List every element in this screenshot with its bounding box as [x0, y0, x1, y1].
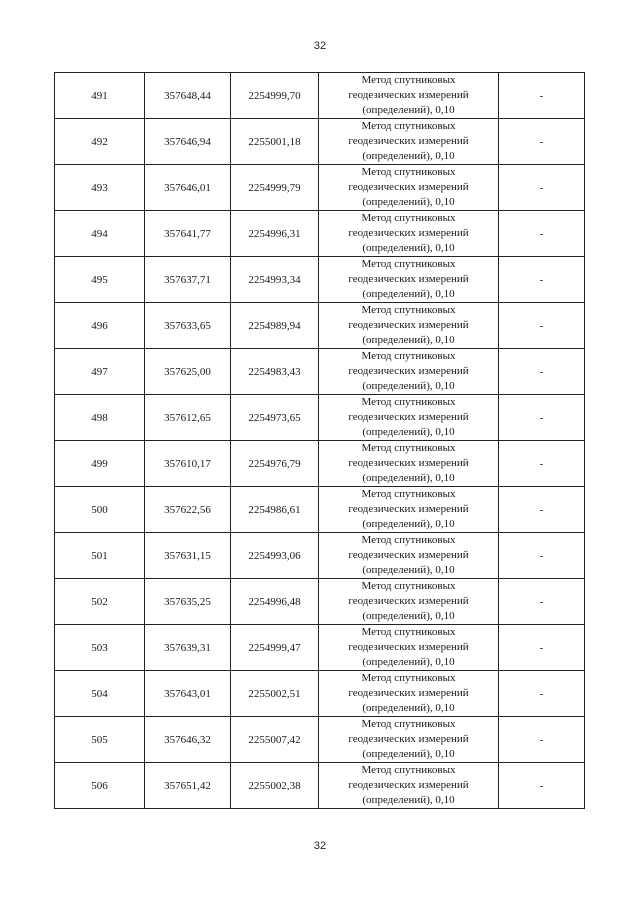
point-cell: 506	[55, 763, 145, 809]
table-row	[55, 441, 585, 487]
method-line: Метод спутниковых	[361, 764, 456, 776]
method-line: геодезических измерений	[348, 135, 469, 147]
point-cell: 500	[55, 487, 145, 533]
table-row	[55, 625, 585, 671]
point-cell: 501	[55, 533, 145, 579]
point-cell: 497	[55, 349, 145, 395]
coordinates-table-body	[55, 73, 585, 809]
x-coordinate-cell: 357648,44	[145, 73, 231, 119]
y-coordinate-cell: 2255007,42	[231, 717, 319, 763]
method-line: Метод спутниковых	[361, 74, 456, 86]
x-coordinate-cell: 357625,00	[145, 349, 231, 395]
method-line: Метод спутниковых	[361, 672, 456, 684]
method-line: Метод спутниковых	[361, 166, 456, 178]
point-cell: 499	[55, 441, 145, 487]
method-line: Метод спутниковых	[361, 442, 456, 454]
method-cell	[319, 763, 499, 809]
method-line: (определений), 0,10	[362, 702, 455, 714]
method-line: Метод спутниковых	[361, 350, 456, 362]
point-cell: 503	[55, 625, 145, 671]
point-cell: 492	[55, 119, 145, 165]
method-cell	[319, 211, 499, 257]
method-line: (определений), 0,10	[362, 472, 455, 484]
method-line: геодезических измерений	[348, 595, 469, 607]
note-cell: -	[499, 487, 585, 533]
method-line: (определений), 0,10	[362, 564, 455, 576]
method-line: геодезических измерений	[348, 181, 469, 193]
point-cell: 504	[55, 671, 145, 717]
note-cell: -	[499, 165, 585, 211]
x-coordinate-cell: 357639,31	[145, 625, 231, 671]
method-cell	[319, 625, 499, 671]
method-cell	[319, 671, 499, 717]
table-row	[55, 257, 585, 303]
y-coordinate-cell: 2255001,18	[231, 119, 319, 165]
method-cell	[319, 717, 499, 763]
note-cell: -	[499, 257, 585, 303]
method-line: геодезических измерений	[348, 733, 469, 745]
point-cell: 505	[55, 717, 145, 763]
method-line: геодезических измерений	[348, 365, 469, 377]
method-line: (определений), 0,10	[362, 610, 455, 622]
point-cell: 495	[55, 257, 145, 303]
method-line: (определений), 0,10	[362, 334, 455, 346]
method-line: Метод спутниковых	[361, 488, 456, 500]
note-cell: -	[499, 625, 585, 671]
point-cell: 491	[55, 73, 145, 119]
method-line: геодезических измерений	[348, 411, 469, 423]
x-coordinate-cell: 357633,65	[145, 303, 231, 349]
method-line: Метод спутниковых	[361, 258, 456, 270]
table-row	[55, 395, 585, 441]
note-cell: -	[499, 763, 585, 809]
method-line: Метод спутниковых	[361, 718, 456, 730]
point-cell: 502	[55, 579, 145, 625]
table-row	[55, 211, 585, 257]
x-coordinate-cell: 357622,56	[145, 487, 231, 533]
method-cell	[319, 119, 499, 165]
note-cell: -	[499, 119, 585, 165]
method-line: (определений), 0,10	[362, 380, 455, 392]
x-coordinate-cell: 357641,77	[145, 211, 231, 257]
method-line: (определений), 0,10	[362, 518, 455, 530]
method-line: Метод спутниковых	[361, 396, 456, 408]
method-line: (определений), 0,10	[362, 242, 455, 254]
y-coordinate-cell: 2254999,70	[231, 73, 319, 119]
method-line: (определений), 0,10	[362, 426, 455, 438]
method-cell	[319, 73, 499, 119]
coordinates-table	[54, 72, 585, 809]
table-row	[55, 119, 585, 165]
y-coordinate-cell: 2255002,38	[231, 763, 319, 809]
method-line: Метод спутниковых	[361, 580, 456, 592]
y-coordinate-cell: 2254973,65	[231, 395, 319, 441]
method-cell	[319, 395, 499, 441]
y-coordinate-cell: 2254983,43	[231, 349, 319, 395]
method-cell	[319, 579, 499, 625]
y-coordinate-cell: 2254993,34	[231, 257, 319, 303]
method-cell	[319, 257, 499, 303]
note-cell: -	[499, 73, 585, 119]
x-coordinate-cell: 357631,15	[145, 533, 231, 579]
table-row	[55, 303, 585, 349]
note-cell: -	[499, 303, 585, 349]
table-row	[55, 717, 585, 763]
table-row	[55, 579, 585, 625]
x-coordinate-cell: 357610,17	[145, 441, 231, 487]
x-coordinate-cell: 357612,65	[145, 395, 231, 441]
method-cell	[319, 303, 499, 349]
method-cell	[319, 533, 499, 579]
method-line: геодезических измерений	[348, 779, 469, 791]
x-coordinate-cell: 357646,01	[145, 165, 231, 211]
y-coordinate-cell: 2254993,06	[231, 533, 319, 579]
method-cell	[319, 441, 499, 487]
note-cell: -	[499, 671, 585, 717]
method-line: геодезических измерений	[348, 641, 469, 653]
method-line: (определений), 0,10	[362, 104, 455, 116]
note-cell: -	[499, 717, 585, 763]
point-cell: 496	[55, 303, 145, 349]
method-line: Метод спутниковых	[361, 212, 456, 224]
method-line: геодезических измерений	[348, 319, 469, 331]
y-coordinate-cell: 2254976,79	[231, 441, 319, 487]
note-cell: -	[499, 533, 585, 579]
y-coordinate-cell: 2254999,47	[231, 625, 319, 671]
note-cell: -	[499, 441, 585, 487]
table-row	[55, 487, 585, 533]
y-coordinate-cell: 2255002,51	[231, 671, 319, 717]
method-line: геодезических измерений	[348, 503, 469, 515]
page-number-bottom: 32	[313, 840, 327, 852]
point-cell: 493	[55, 165, 145, 211]
table-row	[55, 671, 585, 717]
method-line: (определений), 0,10	[362, 288, 455, 300]
y-coordinate-cell: 2254986,61	[231, 487, 319, 533]
method-line: геодезических измерений	[348, 273, 469, 285]
method-line: геодезических измерений	[348, 549, 469, 561]
method-line: (определений), 0,10	[362, 794, 455, 806]
method-line: Метод спутниковых	[361, 120, 456, 132]
note-cell: -	[499, 395, 585, 441]
method-line: (определений), 0,10	[362, 196, 455, 208]
table-row	[55, 73, 585, 119]
method-line: геодезических измерений	[348, 687, 469, 699]
table-row	[55, 349, 585, 395]
table-row	[55, 165, 585, 211]
point-cell: 494	[55, 211, 145, 257]
method-line: (определений), 0,10	[362, 748, 455, 760]
x-coordinate-cell: 357637,71	[145, 257, 231, 303]
y-coordinate-cell: 2254989,94	[231, 303, 319, 349]
y-coordinate-cell: 2254996,48	[231, 579, 319, 625]
method-cell	[319, 349, 499, 395]
method-line: (определений), 0,10	[362, 150, 455, 162]
x-coordinate-cell: 357646,94	[145, 119, 231, 165]
x-coordinate-cell: 357646,32	[145, 717, 231, 763]
method-line: Метод спутниковых	[361, 304, 456, 316]
method-line: геодезических измерений	[348, 89, 469, 101]
x-coordinate-cell: 357643,01	[145, 671, 231, 717]
page-number-top: 32	[313, 40, 327, 52]
method-cell	[319, 165, 499, 211]
note-cell: -	[499, 349, 585, 395]
y-coordinate-cell: 2254999,79	[231, 165, 319, 211]
method-line: Метод спутниковых	[361, 534, 456, 546]
method-line: геодезических измерений	[348, 227, 469, 239]
table-row	[55, 533, 585, 579]
y-coordinate-cell: 2254996,31	[231, 211, 319, 257]
note-cell: -	[499, 211, 585, 257]
method-line: (определений), 0,10	[362, 656, 455, 668]
method-cell	[319, 487, 499, 533]
table-row	[55, 763, 585, 809]
method-line: Метод спутниковых	[361, 626, 456, 638]
x-coordinate-cell: 357651,42	[145, 763, 231, 809]
note-cell: -	[499, 579, 585, 625]
x-coordinate-cell: 357635,25	[145, 579, 231, 625]
method-line: геодезических измерений	[348, 457, 469, 469]
point-cell: 498	[55, 395, 145, 441]
